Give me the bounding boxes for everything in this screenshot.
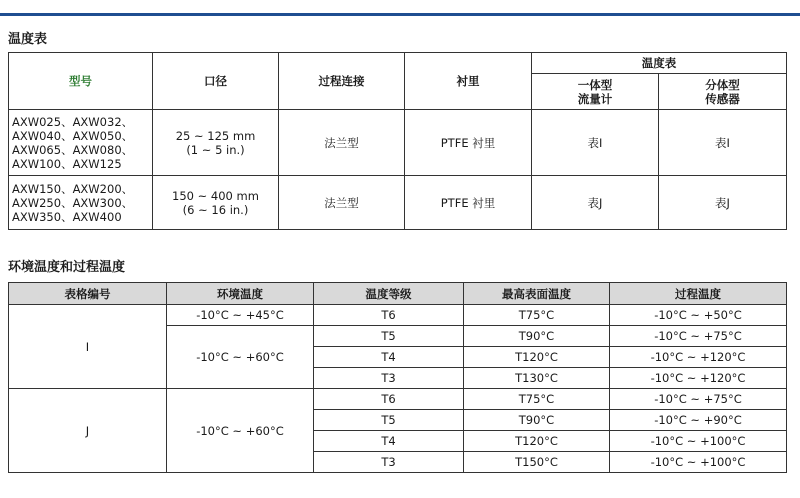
process-cell: -10°C ~ +100°C [610,431,787,452]
surface-cell: T130°C [464,368,610,389]
header-remote: 分体型 传感器 [659,74,787,110]
remote-cell: 表I [659,110,787,176]
class-cell: T6 [314,305,464,326]
table-no-cell: I [9,305,167,389]
top-accent-bar [0,13,800,16]
table-row [9,110,787,176]
class-cell: T3 [314,368,464,389]
models-cell: AXW025、AXW032、 AXW040、AXW050、 AXW065、AXW080、 AXW100、AXW125 [9,110,153,176]
surface-cell: T90°C [464,410,610,431]
ambient-cell: -10°C ~ +60°C [167,326,314,389]
models-cell: AXW150、AXW200、 AXW250、AXW300、 AXW350、AXW400 [9,176,153,230]
integral-cell: 表I [532,110,659,176]
process-cell: -10°C ~ +75°C [610,326,787,347]
surface-cell: T75°C [464,305,610,326]
header-table-no: 表格编号 [9,283,167,305]
class-cell: T4 [314,431,464,452]
ambient-cell: -10°C ~ +60°C [167,389,314,473]
liner-cell: PTFE 衬里 [405,110,532,176]
header-temp-table: 温度表 [532,53,787,74]
bore-cell: 25 ~ 125 mm (1 ~ 5 in.) [153,110,279,176]
section-title-ambient-process: 环境温度和过程温度 [8,260,126,275]
process-cell: -10°C ~ +120°C [610,368,787,389]
integral-cell: 表J [532,176,659,230]
header-connection: 过程连接 [279,53,405,110]
header-integral: 一体型 流量计 [532,74,659,110]
table-row [9,176,787,230]
ambient-cell: -10°C ~ +45°C [167,305,314,326]
process-cell: -10°C ~ +75°C [610,389,787,410]
process-cell: -10°C ~ +120°C [610,347,787,368]
class-cell: T5 [314,326,464,347]
table-row [9,305,787,326]
section-title-temperature-table: 温度表 [8,32,48,47]
surface-cell: T75°C [464,389,610,410]
header-ambient: 环境温度 [167,283,314,305]
surface-cell: T150°C [464,452,610,473]
header-temp-class: 温度等级 [314,283,464,305]
header-process: 过程温度 [610,283,787,305]
class-cell: T6 [314,389,464,410]
process-cell: -10°C ~ +100°C [610,452,787,473]
ambient-process-table [8,282,787,473]
header-liner: 衬里 [405,53,532,110]
surface-cell: T90°C [464,326,610,347]
class-cell: T5 [314,410,464,431]
surface-cell: T120°C [464,431,610,452]
connection-cell: 法兰型 [279,110,405,176]
process-cell: -10°C ~ +50°C [610,305,787,326]
liner-cell: PTFE 衬里 [405,176,532,230]
header-bore: 口径 [153,53,279,110]
temperature-table [8,52,787,230]
table-row [9,389,787,410]
class-cell: T4 [314,347,464,368]
process-cell: -10°C ~ +90°C [610,410,787,431]
header-max-surface: 最高表面温度 [464,283,610,305]
header-model: 型号 [9,53,153,110]
table-no-cell: J [9,389,167,473]
surface-cell: T120°C [464,347,610,368]
connection-cell: 法兰型 [279,176,405,230]
remote-cell: 表J [659,176,787,230]
class-cell: T3 [314,452,464,473]
bore-cell: 150 ~ 400 mm (6 ~ 16 in.) [153,176,279,230]
